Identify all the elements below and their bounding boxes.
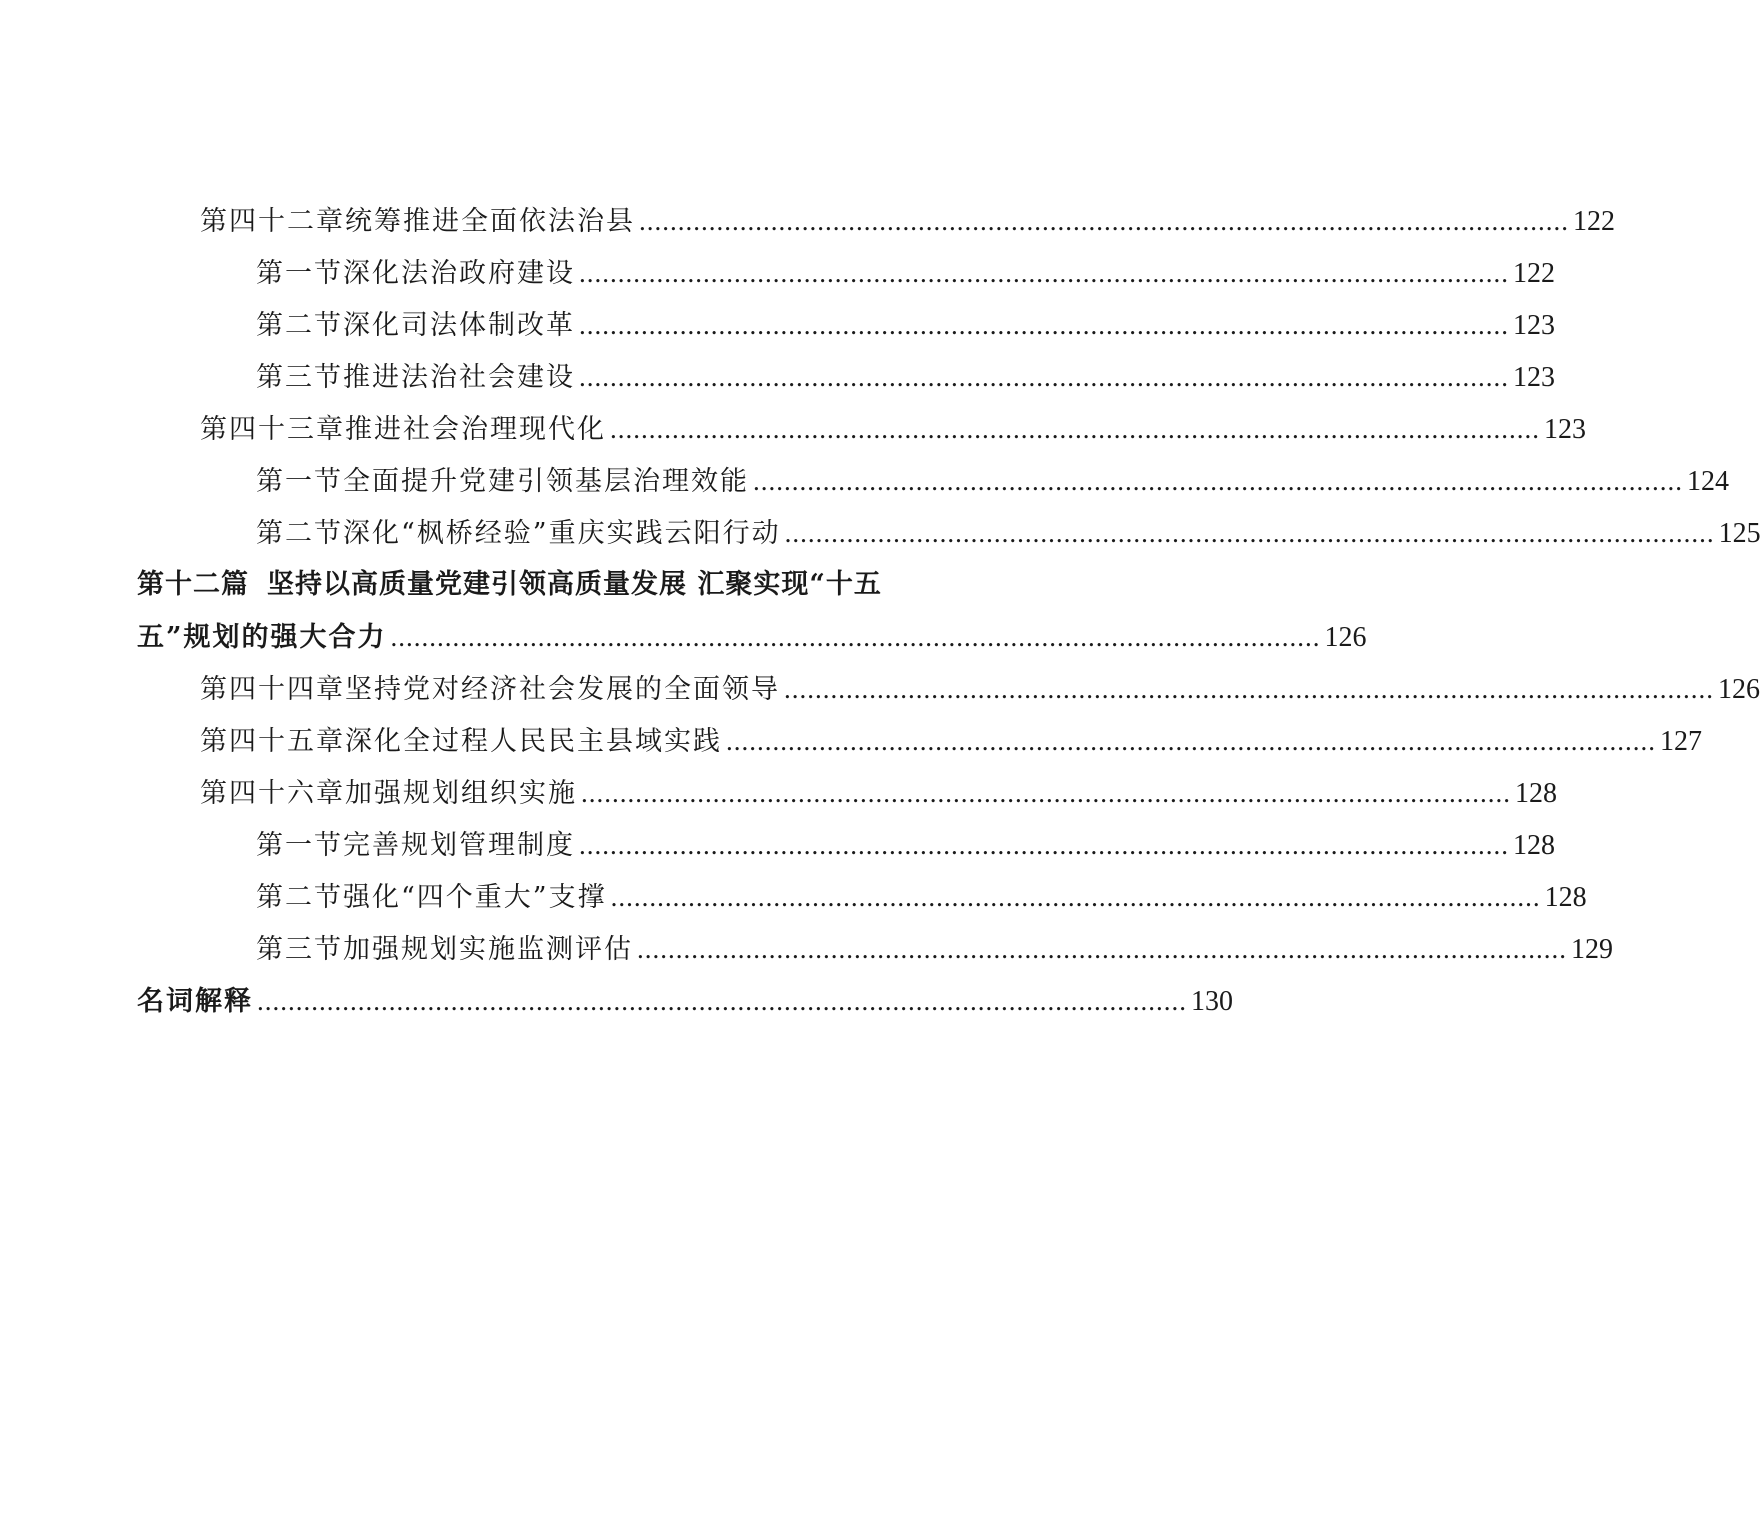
dot-leader: ........................................................................................................................ bbox=[581, 778, 1511, 808]
toc-entry-label: 第三节 bbox=[256, 362, 343, 393]
dot-leader: ........................................................................................................................ bbox=[257, 986, 1187, 1016]
toc-page-number: 126 bbox=[1718, 674, 1760, 705]
toc-entry-chapter-46[interactable] bbox=[200, 776, 1557, 811]
dot-leader: ........................................................................................................................ bbox=[610, 414, 1540, 444]
toc-entry-label: 第四十三章 bbox=[200, 414, 345, 445]
toc-entry-title: 加强规划实施监测评估 bbox=[343, 934, 633, 965]
toc-entry-section[interactable] bbox=[256, 828, 1555, 863]
toc-entry-section[interactable] bbox=[256, 516, 1761, 551]
dot-leader: ........................................................................................................................ bbox=[610, 882, 1541, 912]
toc-entry-part-12-line2[interactable] bbox=[137, 620, 1367, 655]
dot-leader: ........................................................................................................................ bbox=[726, 726, 1656, 756]
dot-leader: ........................................................................................................................ bbox=[753, 466, 1683, 496]
toc-entry-section[interactable] bbox=[256, 308, 1555, 343]
toc-entry-title: 推进社会治理现代化 bbox=[345, 414, 606, 445]
toc-entry-label: 第四十六章 bbox=[200, 778, 345, 809]
toc-entry-section[interactable] bbox=[256, 880, 1587, 915]
toc-entry-title: 强化“四个重大”支撑 bbox=[343, 882, 607, 913]
toc-page-number: 125 bbox=[1718, 518, 1761, 549]
toc-page-number: 124 bbox=[1687, 466, 1729, 497]
toc-entry-title: 深化司法体制改革 bbox=[343, 310, 575, 341]
toc-page-number: 123 bbox=[1513, 310, 1555, 341]
toc-entry-label: 第四十五章 bbox=[200, 726, 345, 757]
toc-entry-label: 第二节 bbox=[256, 310, 343, 341]
toc-page-number: 126 bbox=[1324, 622, 1367, 653]
toc-entry-title: 统筹推进全面依法治县 bbox=[345, 206, 635, 237]
dot-leader: ........................................................................................................................ bbox=[637, 934, 1567, 964]
toc-page-number: 123 bbox=[1513, 362, 1555, 393]
toc-page-number: 128 bbox=[1513, 830, 1555, 861]
toc-entry-title: 名词解释 bbox=[137, 986, 253, 1017]
toc-entry-label: 第四十四章 bbox=[200, 674, 345, 705]
dot-leader: ........................................................................................................................ bbox=[390, 622, 1321, 652]
toc-entry-title: 加强规划组织实施 bbox=[345, 778, 577, 809]
toc-entry-chapter-43[interactable] bbox=[200, 412, 1586, 447]
toc-entry-section[interactable] bbox=[256, 932, 1613, 967]
toc-page-number: 128 bbox=[1515, 778, 1557, 809]
dot-leader: ........................................................................................................................ bbox=[579, 310, 1509, 340]
dot-leader: ........................................................................................................................ bbox=[784, 518, 1715, 548]
toc-entry-title: 坚持以高质量党建引领高质量发展 汇聚实现“十五 bbox=[267, 569, 882, 600]
toc-entry-label: 第三节 bbox=[256, 934, 343, 965]
toc-page-number: 127 bbox=[1660, 726, 1702, 757]
toc-page-number: 130 bbox=[1191, 986, 1233, 1017]
toc-entry-label: 第一节 bbox=[256, 258, 343, 289]
toc-entry-label: 第二节 bbox=[256, 518, 343, 549]
toc-entry-section[interactable] bbox=[256, 256, 1555, 291]
toc-page-number: 128 bbox=[1544, 882, 1587, 913]
dot-leader: ........................................................................................................................ bbox=[784, 674, 1714, 704]
toc-page-number: 122 bbox=[1513, 258, 1555, 289]
toc-entry-chapter-42[interactable] bbox=[200, 204, 1615, 239]
toc-page-number: 122 bbox=[1573, 206, 1615, 237]
toc-page-number: 123 bbox=[1544, 414, 1586, 445]
dot-leader: ........................................................................................................................ bbox=[579, 362, 1509, 392]
toc-entry-section[interactable] bbox=[256, 464, 1729, 499]
toc-entry-part-12-line1[interactable] bbox=[137, 568, 938, 602]
toc-entry-title: 深化“枫桥经验”重庆实践云阳行动 bbox=[343, 518, 781, 549]
toc-entry-title: 深化全过程人民民主县域实践 bbox=[345, 726, 722, 757]
toc-entry-chapter-45[interactable] bbox=[200, 724, 1702, 759]
toc-entry-label: 第十二篇 bbox=[137, 569, 249, 600]
toc-entry-label: 第四十二章 bbox=[200, 206, 345, 237]
toc-entry-section[interactable] bbox=[256, 360, 1555, 395]
toc-entry-label: 第一节 bbox=[256, 830, 343, 861]
dot-leader: ........................................................................................................................ bbox=[639, 206, 1569, 236]
toc-page-number: 129 bbox=[1571, 934, 1613, 965]
toc-entry-title: 全面提升党建引领基层治理效能 bbox=[343, 466, 749, 497]
toc-entry-label: 第一节 bbox=[256, 466, 343, 497]
toc-entry-title-continued: 五”规划的强大合力 bbox=[137, 622, 387, 653]
dot-leader: ........................................................................................................................ bbox=[579, 830, 1509, 860]
toc-entry-title: 完善规划管理制度 bbox=[343, 830, 575, 861]
toc-entry-glossary[interactable] bbox=[137, 984, 1233, 1019]
dot-leader: ........................................................................................................................ bbox=[579, 258, 1509, 288]
toc-entry-chapter-44[interactable] bbox=[200, 672, 1760, 707]
toc-entry-label: 第二节 bbox=[256, 882, 343, 913]
toc-entry-title: 推进法治社会建设 bbox=[343, 362, 575, 393]
toc-entry-title: 深化法治政府建设 bbox=[343, 258, 575, 289]
toc-entry-title: 坚持党对经济社会发展的全面领导 bbox=[345, 674, 780, 705]
